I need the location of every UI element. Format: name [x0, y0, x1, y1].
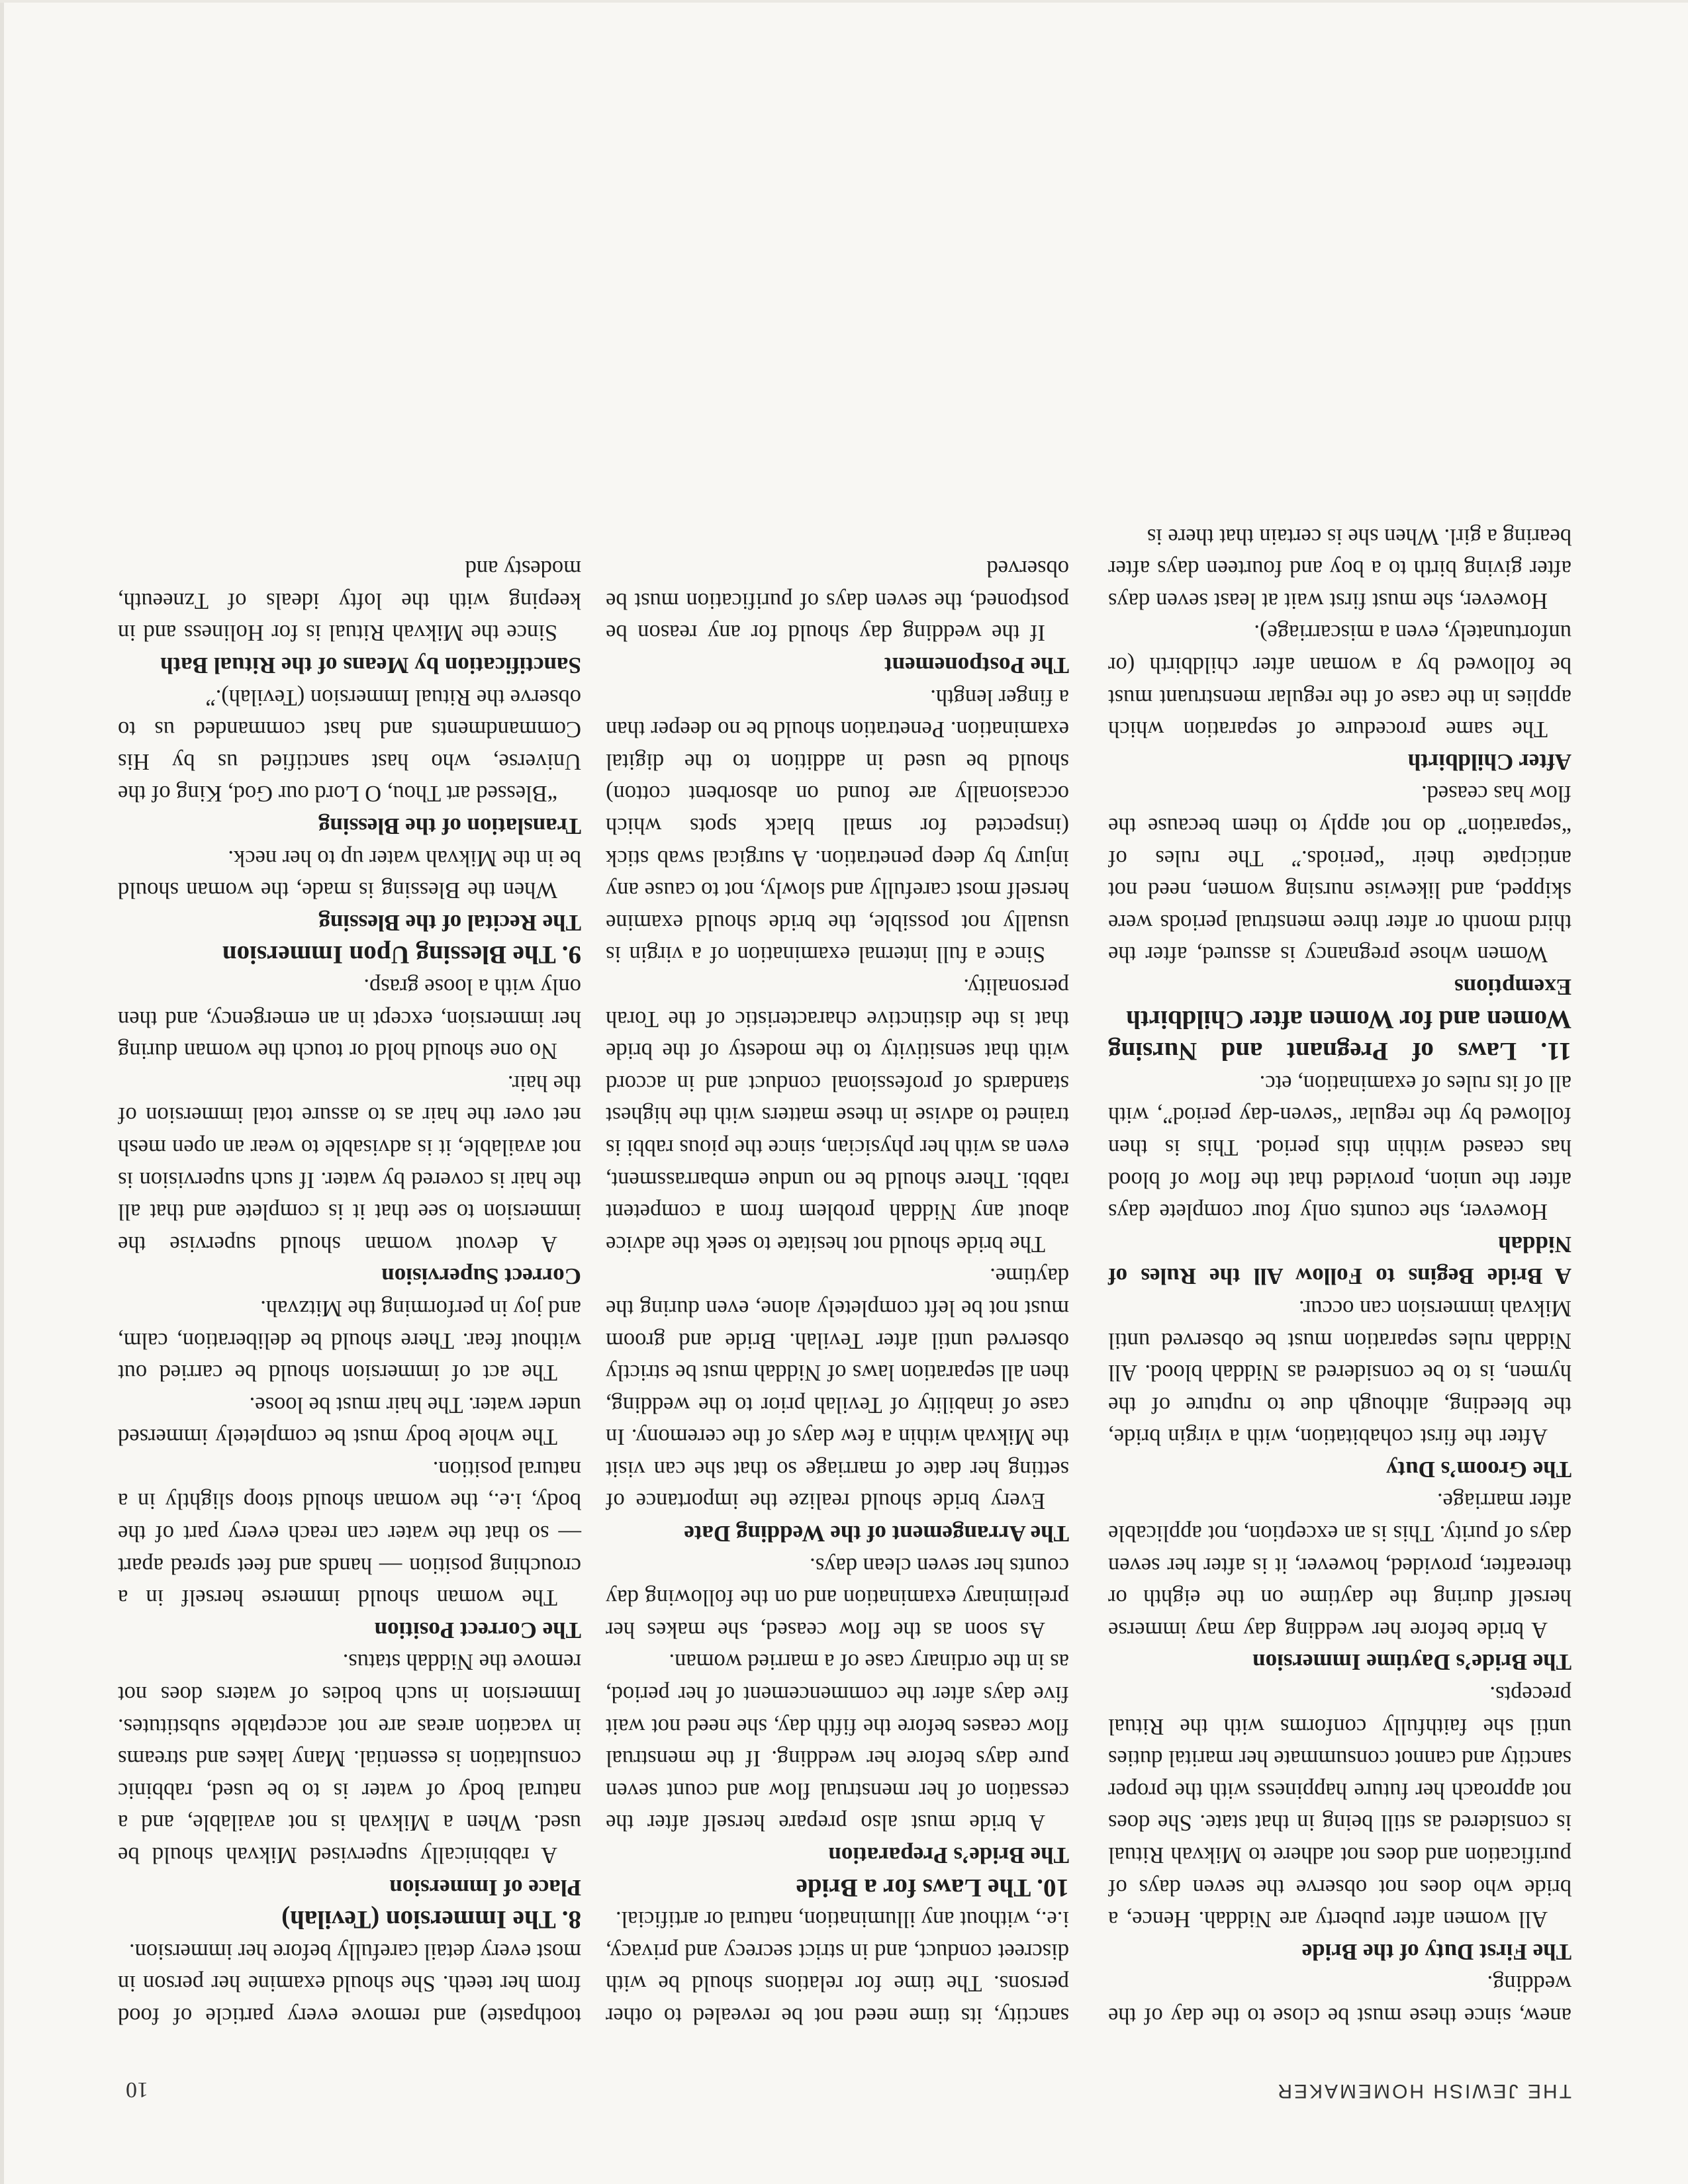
paragraph: A rabbinically supervised Mikvah should be used. When a Mikvah is not available, and a natural body of water is to be used, rabbinic consultation is essential. Many lakes and streams in vacation areas are not acceptable substitutes. Immersion in such bodies of waters does not remove the Niddah status. [118, 1649, 581, 1868]
section-heading: After Childbirth [1407, 749, 1571, 775]
scan-edge-bottom [0, 0, 1688, 3]
section-heading: The Recital of the Blessing [318, 909, 581, 936]
paragraph: All women after puberty are Niddah. Hence, a bride who does not observe the seven days of purification and does not adhere to Mikvah Ritual is considered as still being in that state. She does not approach her future happiness with the proper sanctity and cannot consummate her marital duties until she faithfully conforms with the Ritual precepts. [1108, 1682, 1571, 1933]
chapter-heading: 11. Laws of Pregnant and Nursing Women and for Women after Childbirth [1108, 1005, 1571, 1066]
section-heading: The Arrangement of the Wedding Date [684, 1521, 1069, 1547]
paragraph: The same procedure of separation which applies in the case of the regular menstruant must be followed by a woman after childbirth (or unfortunately, even a miscarriage). [1108, 620, 1571, 743]
paragraph: toothpaste) and remove every particle of food from her teeth. She should examine her person in most every detail carefully before her immersion. [118, 1938, 581, 2028]
section-heading: Exemptions [1454, 974, 1571, 1000]
section-heading: The Correct Position [374, 1617, 581, 1643]
running-head-title: THE JEWISH HOMEMAKER [1276, 2080, 1571, 2102]
section-heading: Sanctification by Means of the Ritual Bath [160, 653, 581, 679]
paragraph: Every bride should realize the importance of setting her date of marriage so that she can visit the Mikvah within a few days of the ceremony. In case of inability of Tevilah prior to the wedding, then all separation laws of Niddah must be strictly observed until after Tevilah. Bride and groom must not be left completely alone, even during the daytime. [606, 1263, 1069, 1514]
paragraph: After the first cohabitation, with a virgin bride, the bleeding, although due to rupture of the hymen, is to be considered as Niddah blood. All Niddah rules separation must be observed until Mikvah immersion can occur. [1108, 1295, 1571, 1450]
section-heading: The Postponement [884, 653, 1069, 679]
paragraph: If the wedding day should for any reason be postponed, the seven days of purification must be observed [606, 556, 1069, 646]
paragraph: A bride before her wedding day may immerse herself during the daytime on the eighth or thereafter, provided, however, it is after her seven days of purity. This is an exception, not applicable after marriage. [1108, 1488, 1571, 1643]
section-heading: The Groom’s Duty [1386, 1456, 1571, 1482]
scan-edge [0, 0, 4, 2184]
chapter-heading: 8. The Immersion (Tevilah) [281, 1905, 581, 1934]
section-heading: Translation of the Blessing [318, 813, 581, 840]
section-heading: The Bride’s Preparation [828, 1843, 1069, 1869]
paragraph: sanctity, its time need not be revealed to other persons. The time for relations should be with discreet conduct, and in strict secrecy and privacy, i.e., without any illumination, natural or artificial. [606, 1907, 1069, 2028]
text-column-1 [1108, 520, 1571, 2032]
chapter-heading: 9. The Blessing Upon Immersion [222, 940, 581, 970]
paragraph: Since a full internal examination of a virgin is usually not possible, the bride should examine herself most carefully and slowly, not to cause any injury by deep penetration. A surgical swab stick (inspected for small black spots which occasionally are found on absorbent cotton) should be used in addition to the digital examination. Penetration should be no deeper than a finger length. [606, 684, 1069, 968]
section-heading: The Bride’s Daytime Immersion [1252, 1649, 1571, 1676]
section-heading: A Bride Begins to Follow All the Rules of Niddah [1108, 1231, 1571, 1290]
text-column-2 [606, 553, 1069, 2032]
paragraph: Women whose pregnancy is assured, after the third month or after three menstrual periods were skipped, and likewise nursing women, need not anticipate their “periods.” The rules of “separation” do not apply to them because the flow has ceased. [1108, 781, 1571, 968]
section-heading: Correct Supervision [381, 1263, 581, 1290]
paragraph: However, she counts only four complete days after the union, provided that the flow of blood has ceased within this period. This is then followed by the regular “seven-day period”, with all of its rules of examination, etc. [1108, 1070, 1571, 1225]
paragraph: A bride must also prepare herself after the cessation of her menstrual flow and count seven pure days before her wedding. If the menstrual flow ceases before the fifth day, she need not wait five days after the commencement of her period, as in the ordinary case of a married woman. [606, 1649, 1069, 1836]
paragraph: anew, since these must be close to the day of the wedding. [1108, 1971, 1571, 2028]
section-heading: The First Duty of the Bride [1301, 1938, 1571, 1965]
section-heading: Place of Immersion [389, 1874, 581, 1901]
chapter-heading: 10. The Laws for a Bride [796, 1873, 1069, 1902]
paragraph: A devout woman should supervise the immersion to see that it is complete and that all the hair is covered by water. If such supervision is not available, it is advisable to wear an open mesh net over the hair as to assure total immersion of the hair. [118, 1070, 581, 1257]
text-column-3 [118, 553, 581, 2032]
paragraph: The bride should not hesitate to seek the advice about any Niddah problem from a competent rabbi. There should be no undue embarrassment, even as with her physician, since the pious rabbi is trained to advise in these matters with the highest standards of professional conduct and in accord with that sensitivity to the modesty of the bride that is the distinctive characteristic of the Torah personality. [606, 974, 1069, 1257]
paragraph: “Blessed art Thou, O Lord our God, King of the Universe, who hast sanctified us by His Commandments and hast commanded us to observe the Ritual Immersion (Tevilah).” [118, 684, 581, 807]
paragraph: The whole body must be completely immersed under water. The hair must be loose. [118, 1392, 581, 1450]
paragraph: The woman should immerse herself in a crouching position — hands and feet spread apart — so that the water can reach every part of the body, i.e., the woman should stoop slightly in a natural position. [118, 1456, 581, 1611]
paragraph: However, she must first wait at least seven days after giving birth to a boy and fourteen days after bearing a girl. When she is certain that there is [1108, 523, 1571, 614]
paragraph: Since the Mikvah Ritual is for Holiness and in keeping with the lofty ideals of Tzneeuth, modesty and [118, 556, 581, 646]
paragraph: No one should hold or touch the woman during her immersion, except in an emergency, and then only with a loose grasp. [118, 974, 581, 1064]
page-number: 10 [126, 2077, 148, 2102]
paragraph: When the Blessing is made, the woman should be in the Mikvah water up to her neck. [118, 845, 581, 903]
paragraph: As soon as the flow ceased, she makes her preliminary examination and on the following day counts her seven clean days. [606, 1553, 1069, 1643]
paragraph: The act of immersion should be carried out without fear. There should be deliberation, calm, and joy in performing the Mitzvah. [118, 1295, 581, 1386]
